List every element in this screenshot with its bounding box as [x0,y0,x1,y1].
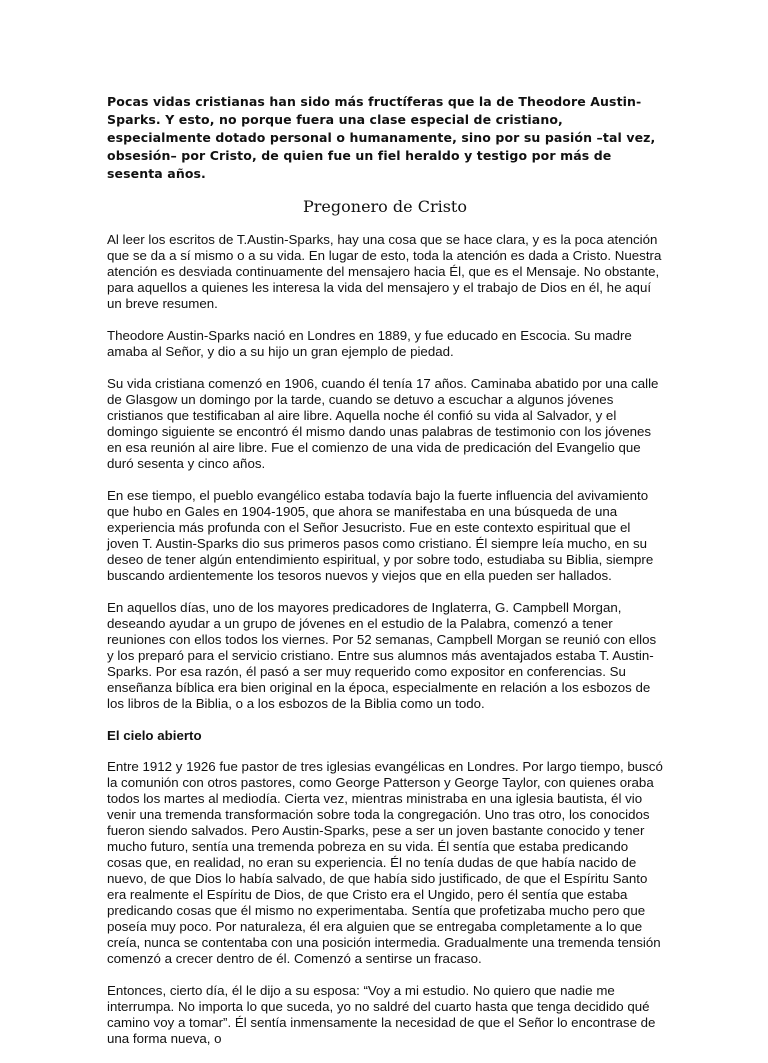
paragraph: Entonces, cierto día, él le dijo a su esposa: “Voy a mi estudio. No quiero que nadie me interrumpa. No importa lo que suceda, yo no saldré del cuarto hasta que tenga decidido qué camino voy a tomar”. Él sentía inmensamente la necesidad de que el Señor lo encontrase de una forma nueva, o [107,983,656,1046]
paragraph: Theodore Austin-Sparks nació en Londres en 1889, y fue educado en Escocia. Su madre amaba al Señor, y dio a su hijo un gran ejemplo de piedad. [107,328,632,359]
paragraph: Al leer los escritos de T.Austin-Sparks, hay una cosa que se hace clara, y es la poca atención que se da a sí mismo o a su vida. En lugar de esto, toda la atención es dada a Cristo. Nuestra atención es desviada continuamente del mensajero hacia Él, que es el Mensaje. No obstante, para aquellos a quienes les interesa la vida del mensajero y el trabajo de Dios en él, he aquí un breve resumen. [107,232,662,311]
document-title: Pregonero de Cristo [303,197,467,216]
paragraph: Entre 1912 y 1926 fue pastor de tres iglesias evangélicas en Londres. Por largo tiempo, buscó la comunión con otros pastores, como George Patterson y George Taylor, con quienes oraba todos los martes al mediodía. Cierta vez, mientras ministraba en una iglesia bautista, él vio venir una tremenda transformación sobre toda la congregación. Uno tras otro, los conocidos fueron siendo salvados. Pero Austin-Sparks, pese a ser un joven bastante conocido y tener mucho futuro, sentía una tremenda pobreza en su vida. Él sentía que estaba predicando cosas que, en realidad, no eran su experiencia. Él no tenía dudas de que había nacido de nuevo, de que Dios lo había salvado, de que había sido justificado, de que el Espíritu Santo era realmente el Espíritu de Dios, de que Cristo era el Ungido, pero él sentía que estaba predicando cosas que él mismo no experimentaba. Sentía que profetizaba mucho pero que poseía muy poco. Por naturaleza, él era alguien que se entregaba completamente a lo que creía, nunca se contentaba con una posición intermedia. Gradualmente una tremenda tensión comenzó a crecer dentro de él. Comenzó a sentirse un fracaso. [107,759,663,966]
paragraph: En ese tiempo, el pueblo evangélico estaba todavía bajo la fuerte influencia del avivamiento que hubo en Gales en 1904-1905, que ahora se manifestaba en una búsqueda de una experiencia más profunda con el Señor Jesucristo. Fue en este contexto espiritual que el joven T. Austin-Sparks dio sus primeros pasos como cristiano. Él siempre leía mucho, en su deseo de tener algún entendimiento espiritual, y por sobre todo, estudiaba su Biblia, siempre buscando ardientemente los tesoros nuevos y viejos que en ella pueden ser hallados. [107,488,654,583]
paragraph: Su vida cristiana comenzó en 1906, cuando él tenía 17 años. Caminaba abatido por una calle de Glasgow un domingo por la tarde, cuando se detuvo a escuchar a algunos jóvenes cristianos que testificaban al aire libre. Aquella noche él confió su vida al Salvador, y el domingo siguiente se encontró él mismo dando unas palabras de testimonio con los jóvenes en esa reunión al aire libre. Fue el comienzo de una vida de predicación del Evangelio que duró sesenta y cinco años. [107,376,659,471]
intro-paragraph: Pocas vidas cristianas han sido más fructíferas que la de Theodore Austin-Sparks. Y esto, no porque fuera una clase especial de cristiano, especialmente dotado personal o humanamente, sino por su pasión –tal vez, obsesión– por Cristo, de quien fue un fiel heraldo y testigo por más de sesenta años. [107,94,656,181]
document-page [107,93,663,1063]
paragraph: En aquellos días, uno de los mayores predicadores de Inglaterra, G. Campbell Morgan, deseando ayudar a un grupo de jóvenes en el estudio de la Palabra, comenzó a tener reuniones con ellos todos los viernes. Por 52 semanas, Campbell Morgan se reunió con ellos y los preparó para el servicio cristiano. Entre sus alumnos más aventajados estaba T. Austin-Sparks. Por esa razón, él pasó a ser muy requerido como expositor en conferencias. Su enseñanza bíblica era bien original en la época, especialmente en relación a los esbozos de los libros de la Biblia, o a los esbozos de la Biblia como un todo. [107,600,657,711]
section-heading: El cielo abierto [107,728,202,743]
